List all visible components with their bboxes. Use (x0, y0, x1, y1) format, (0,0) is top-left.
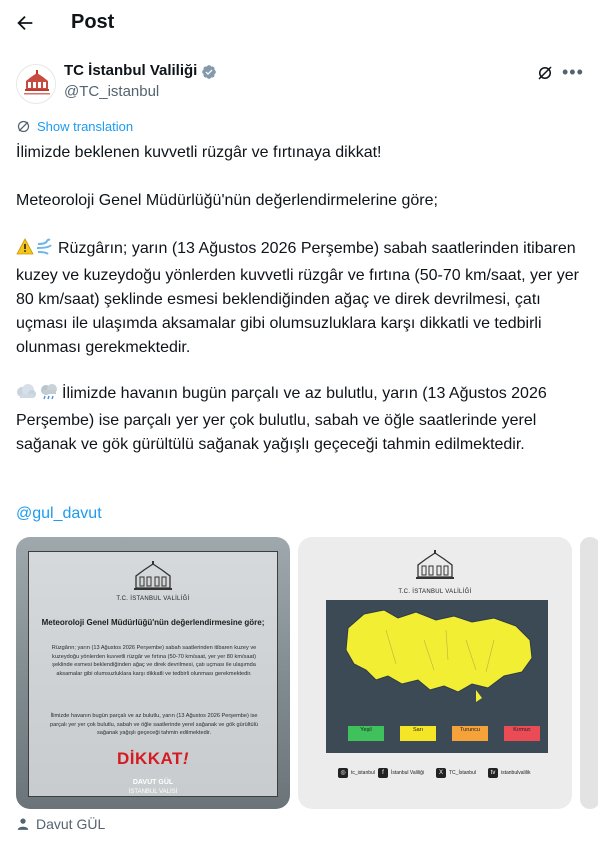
social-facebook: f İstanbul Valiliği (378, 768, 424, 778)
top-bar (0, 0, 598, 48)
media-image-3-partial[interactable] (580, 537, 598, 809)
istanbul-warning-map (326, 600, 548, 753)
grok-icon[interactable] (536, 64, 554, 82)
logo-label: T.C. İSTANBUL VALİLİĞİ (116, 596, 190, 602)
post-paragraph-2: Meteoroloji Genel Müdürlüğü'nün değerlendirmelerine göre; (16, 192, 438, 209)
post-paragraph-4-text: İlimizde havanın bugün parçalı ve az bulutlu, yarın (13 Ağustos 2026 Perşembe) ise parçalı yer yer çok bulutlu, sabah ve öğle saatlerinde yerel sağanak ve gök gürültülü sağanak yağışlı geçeceği tahmin edilmektedir. (16, 385, 547, 453)
post-paragraph-1: İlimizde beklenen kuvvetli rüzgâr ve fırtınaya dikkat! (16, 144, 382, 161)
image-paragraph-1: Rüzgârın; yarın (13 Ağustos 2026 Perşembe) sabah saatlerinden itibaren kuzey ve kuzeydoğu yönlerden kuvvetli rüzgâr ve fırtına (50-70 km/saat, yer yer 80 km/saat) şeklinde esmesi beklendiğinden ağaç ve direk devrilmesi, çatı uçması ile ulaşımda aksamalar gibi olumsuzluklara karşı dikkatli ve tedbirli olunması gerekmektedir. (51, 645, 257, 677)
x-icon: X (436, 768, 446, 778)
more-options-icon[interactable]: ••• (562, 62, 584, 82)
facebook-icon: f (378, 768, 388, 778)
social-tv: tv istanbulvalilik (488, 768, 530, 778)
social-accounts-row (338, 768, 548, 782)
tagged-person[interactable] (16, 816, 105, 832)
media-image-2[interactable] (298, 537, 572, 809)
warning-text: DİKKAT! (116, 749, 190, 768)
media-image-1[interactable] (16, 537, 290, 809)
instagram-icon: ◎ (338, 768, 348, 778)
signature-name: DAVUT GÜL (132, 779, 174, 786)
post-paragraph-4 (16, 382, 582, 457)
social-instagram: ◎ tc_istanbul (338, 768, 375, 778)
show-translation-link[interactable] (16, 119, 133, 134)
cloud-rain-emoji-icon (16, 383, 60, 409)
page-title: Post (71, 11, 115, 33)
avatar[interactable] (16, 64, 56, 104)
post-paragraph-3-text: Rüzgârın; yarın (13 Ağustos 2026 Perşembe) sabah saatlerinden itibaren kuzey ve kuzeydoğu yönlerden kuvvetli rüzgâr ve fırtına (50-70 km/saat, yer yer 80 km/saat) şeklinde esmesi beklendiğinden ağaç ve direk devrilmesi, çatı uçması ile ulaşımda aksamalar gibi olumsuzluklara karşı dikkatli ve tedbirli olunması gerekmektedir. (16, 240, 579, 356)
signature-title: İSTANBUL VALİSİ (128, 789, 178, 795)
image-heading: Meteoroloji Genel Müdürlüğü'nün değerlendirmesine göre; (41, 618, 265, 627)
person-icon (16, 817, 30, 831)
tagged-person-name: Davut GÜL (36, 816, 106, 832)
logo-label-2: T.C. İSTANBUL VALİLİĞİ (398, 589, 472, 595)
show-translation-label: Show translation (37, 119, 134, 134)
verified-badge-icon (201, 64, 217, 80)
post-paragraph-3 (16, 237, 582, 360)
governorship-logo-icon-2 (410, 549, 460, 592)
istanbul-governorship-logo-icon (17, 65, 56, 104)
author-name[interactable]: TC İstanbul Valiliği (64, 62, 198, 79)
tv-icon: tv (488, 768, 498, 778)
back-arrow-icon[interactable] (14, 12, 36, 34)
mention-link[interactable]: @gul_davut (16, 505, 102, 522)
social-x: X TC_İstanbul (436, 768, 476, 778)
legend-red: Kırmızı (504, 726, 540, 741)
warning-wind-emoji-icon (16, 238, 56, 264)
image-paragraph-2: İlimizde havanın bugün parçalı ve az bulutlu, yarın (13 Ağustos 2026 Perşembe) ise parçalı yer yer çok bulutlu, sabah ve öğle saatlerinde yerel sağanak ve gök gürültülü sağanak yağışlı geçeceği tahmin edilmektedir. (49, 713, 259, 736)
globe-icon (16, 119, 31, 134)
istanbul-map-icon (326, 600, 548, 710)
legend-green: Yeşil (348, 726, 384, 741)
legend-yellow: Sarı (400, 726, 436, 741)
legend-orange: Turuncu (452, 726, 488, 741)
author-handle[interactable]: @TC_istanbul (64, 83, 160, 100)
